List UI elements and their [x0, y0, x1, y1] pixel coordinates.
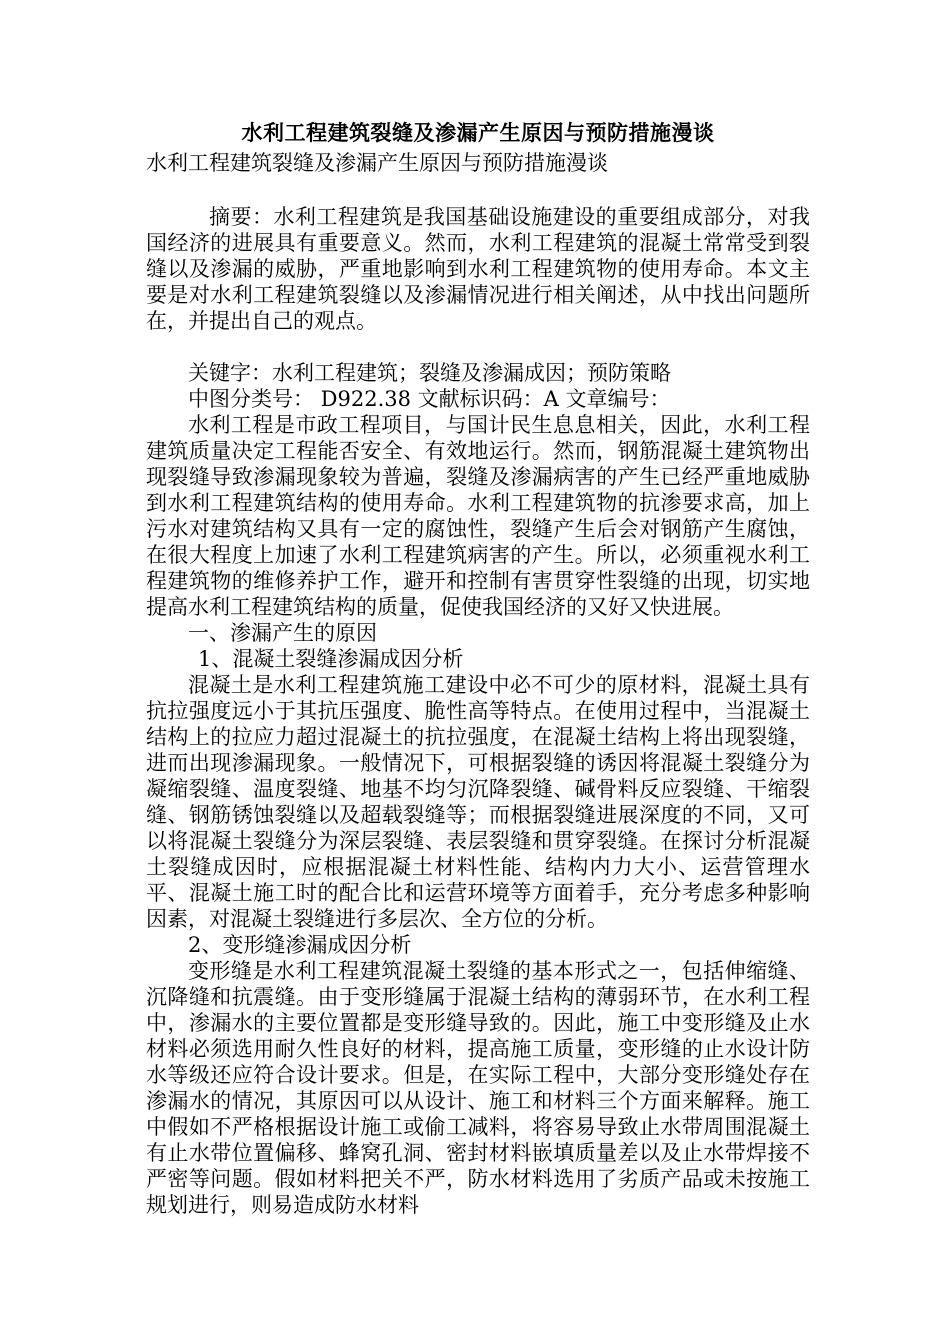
concrete-cracks-paragraph: 混凝土是水利工程建筑施工建设中必不可少的原材料，混凝土具有抗拉强度远小于其抗压强度、脆性高等特点。在使用过程中，当混凝土结构上的拉应力超过混凝土的抗拉强度，在混凝土结构上将出现裂缝，进而出现渗漏现象。一般情况下，可根据裂缝的诱因将混凝土裂缝分为凝缩裂缝、温度裂缝、地基不均匀沉降裂缝、碱骨料反应裂缝、干缩裂缝、钢筋锈蚀裂缝以及超载裂缝等；而根据裂缝进展深度的不同，又可以将混凝土裂缝分为深层裂缝、表层裂缝和贯穿裂缝。在探讨分析混凝土裂缝成因时，应根据混凝土材料性能、结构内力大小、运营管理水平、混凝土施工时的配合比和运营环境等方面着手，充分考虑多种影响因素，对混凝土裂缝进行多层次、全方位的分析。 [146, 673, 810, 931]
document-title: 水利工程建筑裂缝及渗漏产生原因与预防措施漫谈 [241, 120, 715, 145]
document-page [146, 118, 810, 1218]
document-subtitle: 水利工程建筑裂缝及渗漏产生原因与预防措施漫谈 [146, 151, 608, 175]
intro-paragraph: 水利工程是市政工程项目，与国计民生息息相关，因此，水利工程建筑质量决定工程能否安全、有效地运行。然而，钢筋混凝土建筑物出现裂缝导致渗漏现象较为普遍，裂缝及渗漏病害的产生已经严重地威胁到水利工程建筑结构的使用寿命。水利工程建筑物的抗渗要求高，加上污水对建筑结构又具有一定的腐蚀性，裂缝产生后会对钢筋产生腐蚀，在很大程度上加速了水利工程建筑病害的产生。所以，必须重视水利工程建筑物的维修养护工作，避开和控制有害贯穿性裂缝的出现，切实地提高水利工程建筑结构的质量，促使我国经济的又好又快进展。 [146, 413, 810, 619]
subsection-heading-deformation-joints: 2、变形缝渗漏成因分析 [188, 933, 412, 957]
subsection-heading-concrete-cracks: 1、混凝土裂缝渗漏成因分析 [198, 647, 464, 671]
deformation-joints-paragraph: 变形缝是水利工程建筑混凝土裂缝的基本形式之一，包括伸缩缝、沉降缝和抗震缝。由于变形缝属于混凝土结构的薄弱环节，在水利工程中，渗漏水的主要位置都是变形缝导致的。因此，施工中变形缝及止水材料必须选用耐久性良好的材料，提高施工质量，变形缝的止水设计防水等级还应符合设计要求。但是，在实际工程中，大部分变形缝处存在渗漏水的情况，其原因可以从设计、施工和材料三个方面来解释。施工中假如不严格根据设计施工或偷工减料，将容易导致止水带周围混凝土有止水带位置偏移、蜂窝孔洞、密封材料嵌填质量差以及止水带焊接不严密等问题。假如材料把关不严，防水材料选用了劣质产品或未按施工规划进行，则易造成防水材料 [146, 959, 810, 1217]
keywords-line: 关键字：水利工程建筑；裂缝及渗漏成因；预防策略 [188, 361, 671, 385]
classification-line: 中图分类号： D922.38 文献标识码：A 文章编号： [188, 387, 671, 411]
abstract-paragraph: 摘要：水利工程建筑是我国基础设施建设的重要组成部分，对我国经济的进展具有重要意义。然而，水利工程建筑的混凝土常常受到裂缝以及渗漏的威胁，严重地影响到水利工程建筑物的使用寿命。本文主要是对水利工程建筑裂缝以及渗漏情况进行相关阐述，从中找出问题所在，并提出自己的观点。 [146, 205, 810, 333]
section-heading-causes: 一、渗漏产生的原因 [188, 621, 377, 645]
